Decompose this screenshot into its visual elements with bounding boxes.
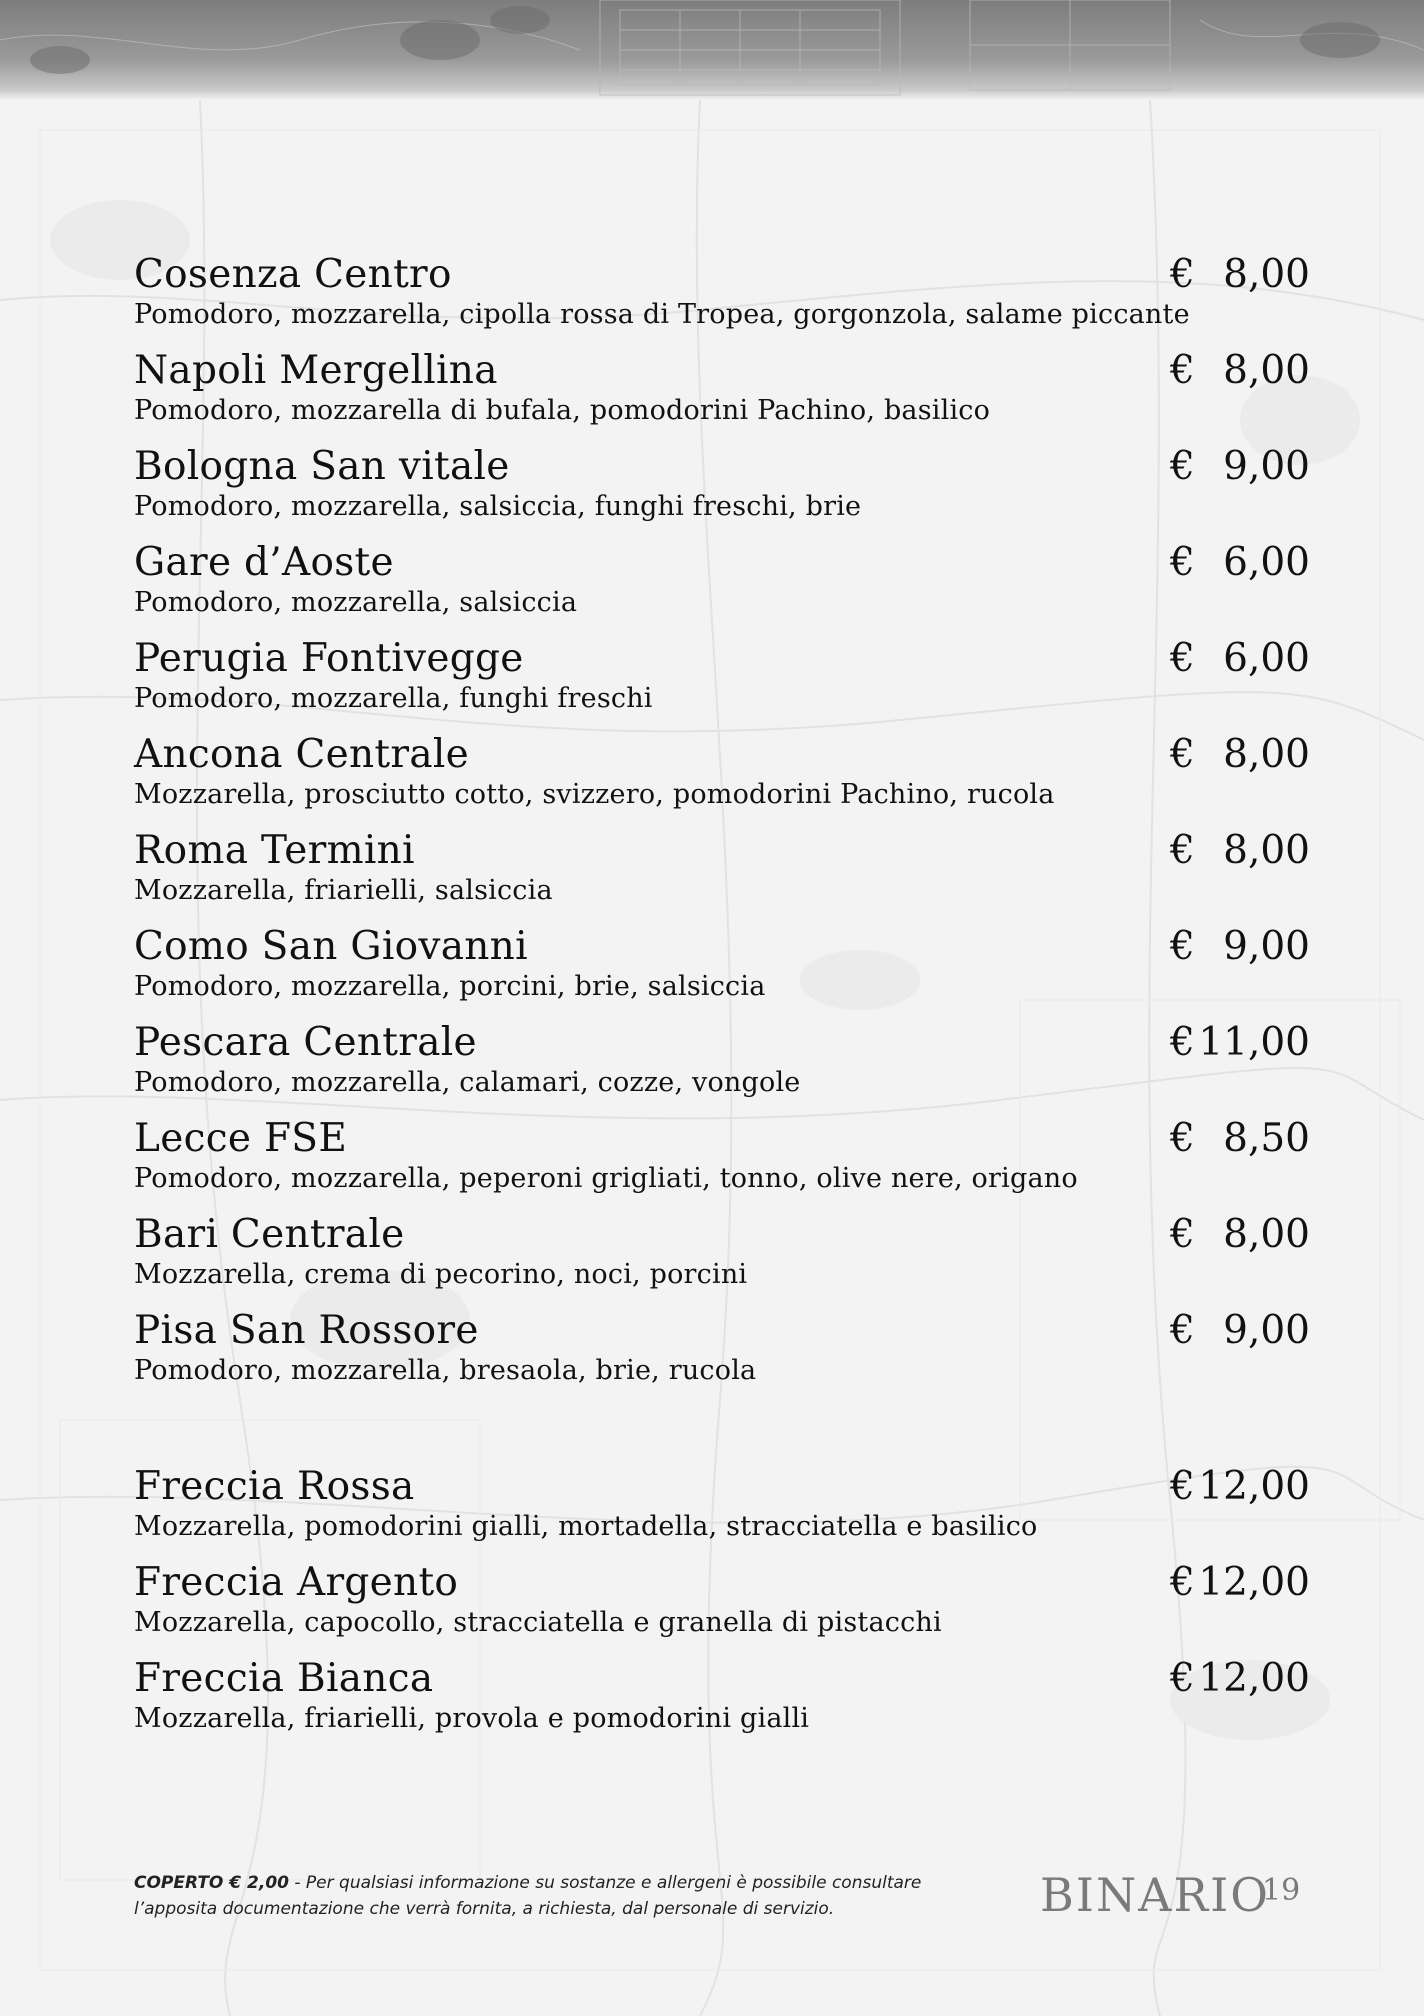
item-name: Bologna San vitale [134,444,510,489]
currency-symbol: € [1170,1020,1195,1065]
item-price [1170,1462,1310,1512]
currency-symbol: € [1170,924,1195,969]
special-item [134,1558,1310,1654]
price-amount: 11,00 [1198,1020,1310,1065]
menu-item [134,922,1310,1018]
currency-symbol: € [1170,348,1195,393]
item-description: Pomodoro, mozzarella, bresaola, brie, rucola [134,1355,757,1386]
menu-item [134,346,1310,442]
currency-symbol: € [1170,636,1195,681]
item-price [1170,538,1310,588]
item-price [1170,1114,1310,1164]
item-name: Perugia Fontivegge [134,636,524,681]
item-description: Pomodoro, mozzarella, calamari, cozze, vongole [134,1067,801,1098]
currency-symbol: € [1170,1116,1195,1161]
price-amount: 8,00 [1223,252,1310,297]
item-description: Mozzarella, friarielli, salsiccia [134,875,553,906]
item-description: Pomodoro, mozzarella, porcini, brie, salsiccia [134,971,766,1002]
item-price [1170,442,1310,492]
top-map-band [0,0,1424,100]
menu-item [134,826,1310,922]
item-name: Como San Giovanni [134,924,528,969]
currency-symbol: € [1170,1656,1195,1701]
allergen-note-line2: l’apposita documentazione che verrà fornita, a richiesta, dal personale di servizio. [134,1899,835,1919]
menu-item [134,250,1310,346]
item-name: Gare d’Aoste [134,540,394,585]
item-price [1170,1306,1310,1356]
price-amount: 12,00 [1198,1560,1310,1605]
item-price [1170,922,1310,972]
item-description: Mozzarella, pomodorini gialli, mortadella, stracciatella e basilico [134,1511,1038,1542]
menu-item [134,634,1310,730]
price-amount: 9,00 [1223,444,1310,489]
menu-item [134,1114,1310,1210]
price-amount: 12,00 [1198,1464,1310,1509]
currency-symbol: € [1170,1560,1195,1605]
logo-text: BINARIO [1040,1868,1270,1922]
price-amount: 8,00 [1223,348,1310,393]
item-price [1170,1558,1310,1608]
price-amount: 8,00 [1223,1212,1310,1257]
cover-charge: COPERTO € 2,00 [134,1873,289,1893]
item-price [1170,1210,1310,1260]
item-price [1170,250,1310,300]
item-name: Roma Termini [134,828,415,873]
item-name: Freccia Bianca [134,1656,434,1701]
price-amount: 6,00 [1223,636,1310,681]
menu-item [134,730,1310,826]
item-price [1170,1018,1310,1068]
currency-symbol: € [1170,540,1195,585]
footer-note [134,1870,994,1922]
item-name: Cosenza Centro [134,252,452,297]
logo-number: 19 [1262,1873,1301,1908]
price-amount: 8,50 [1223,1116,1310,1161]
item-description: Pomodoro, mozzarella, cipolla rossa di Tropea, gorgonzola, salame piccante [134,299,1190,330]
item-name: Freccia Argento [134,1560,459,1605]
currency-symbol: € [1170,1464,1195,1509]
currency-symbol: € [1170,828,1195,873]
price-amount: 8,00 [1223,732,1310,777]
item-description: Pomodoro, mozzarella, peperoni grigliati, tonno, olive nere, origano [134,1163,1078,1194]
currency-symbol: € [1170,1212,1195,1257]
item-price [1170,634,1310,684]
item-name: Bari Centrale [134,1212,405,1257]
item-description: Mozzarella, friarielli, provola e pomodorini gialli [134,1703,810,1734]
item-description: Mozzarella, prosciutto cotto, svizzero, pomodorini Pachino, rucola [134,779,1055,810]
menu-item [134,1210,1310,1306]
item-price [1170,1654,1310,1704]
item-price [1170,346,1310,396]
currency-symbol: € [1170,1308,1195,1353]
price-amount: 12,00 [1198,1656,1310,1701]
currency-symbol: € [1170,732,1195,777]
item-name: Freccia Rossa [134,1464,415,1509]
menu-item [134,538,1310,634]
price-amount: 8,00 [1223,828,1310,873]
item-name: Pisa San Rossore [134,1308,479,1353]
top-map-pattern [0,0,1424,100]
special-item [134,1462,1310,1558]
price-amount: 9,00 [1223,1308,1310,1353]
section-spacer [134,1402,1310,1462]
item-price [1170,826,1310,876]
menu-item [134,1018,1310,1114]
item-name: Ancona Centrale [134,732,470,777]
menu-item [134,1306,1310,1402]
item-description: Pomodoro, mozzarella di bufala, pomodorini Pachino, basilico [134,395,991,426]
item-name: Napoli Mergellina [134,348,498,393]
item-description: Mozzarella, capocollo, stracciatella e granella di pistacchi [134,1607,942,1638]
item-description: Pomodoro, mozzarella, salsiccia, funghi freschi, brie [134,491,862,522]
menu-item [134,442,1310,538]
special-item [134,1654,1310,1750]
price-amount: 6,00 [1223,540,1310,585]
binario-logo [1040,1862,1320,1926]
item-name: Lecce FSE [134,1116,348,1161]
allergen-note-line1: - Per qualsiasi informazione su sostanze e allergeni è possibile consultare [288,1873,922,1893]
item-description: Pomodoro, mozzarella, funghi freschi [134,683,653,714]
item-description: Mozzarella, crema di pecorino, noci, porcini [134,1259,748,1290]
item-price [1170,730,1310,780]
currency-symbol: € [1170,444,1195,489]
currency-symbol: € [1170,252,1195,297]
menu-list [134,250,1310,1750]
item-name: Pescara Centrale [134,1020,477,1065]
item-description: Pomodoro, mozzarella, salsiccia [134,587,578,618]
price-amount: 9,00 [1223,924,1310,969]
